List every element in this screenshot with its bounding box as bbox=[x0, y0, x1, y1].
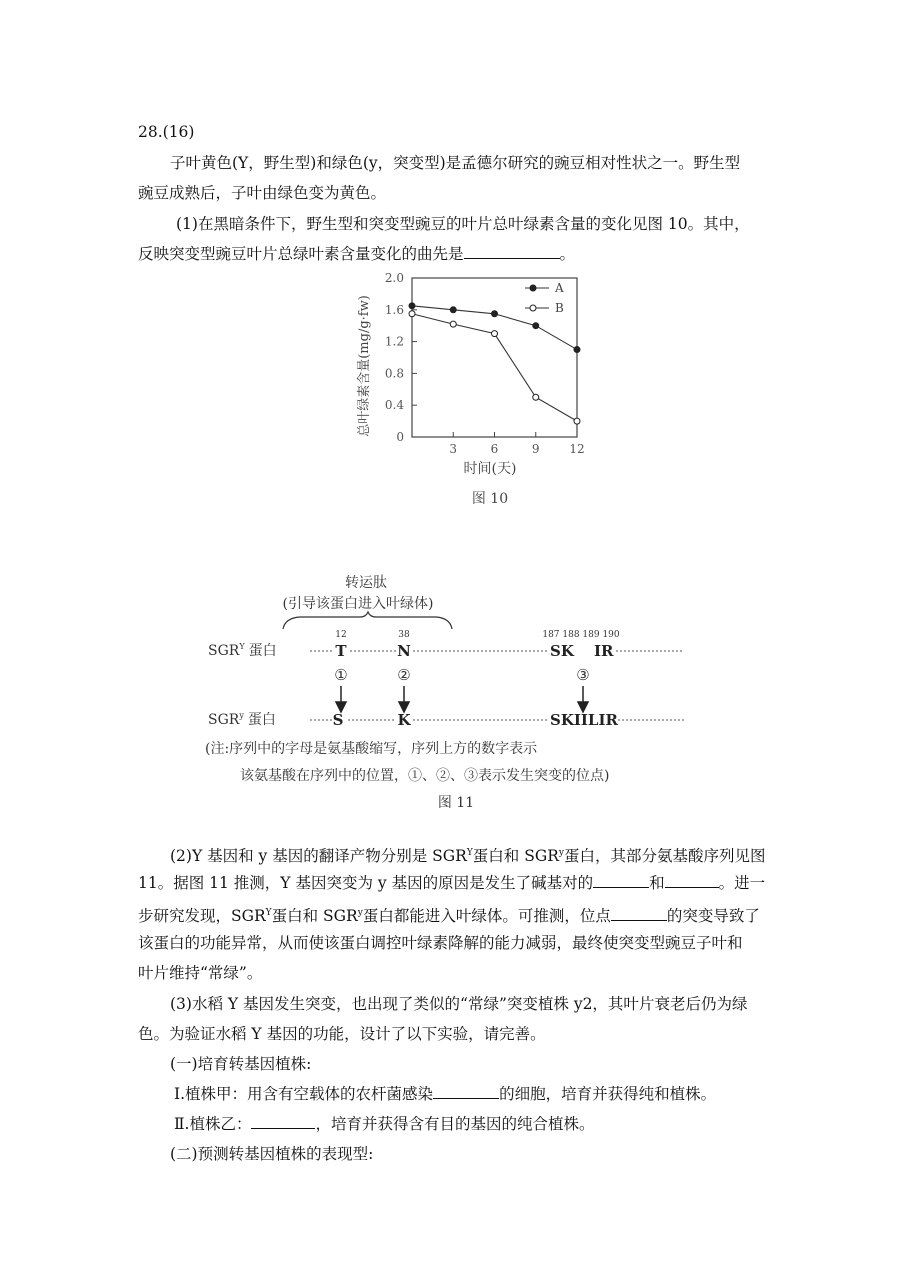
intro-line-2: 豌豆成熟后，子叶由绿色变为黄色。 bbox=[138, 184, 387, 202]
part1-text: 反映突变型豌豆叶片总绿叶素含量变化的曲先是 bbox=[138, 245, 464, 263]
answer-blank-mutation-2[interactable] bbox=[665, 873, 719, 888]
answer-blank-mutation-1[interactable] bbox=[593, 873, 649, 888]
answer-blank-cells[interactable] bbox=[433, 1084, 499, 1099]
transit-peptide-title: 转运肽 bbox=[345, 575, 387, 591]
y-tick-label: 1.6 bbox=[384, 302, 404, 317]
sgr-y-wild-label: $SGR^Y$ 蛋白 bbox=[208, 642, 277, 659]
residue-N: N bbox=[397, 642, 411, 660]
part2-l3-a: 步研究发现，SGR bbox=[138, 907, 266, 926]
part2-line-1 bbox=[170, 842, 766, 867]
part3-line-2: 色。为验证水稻 Y 基因的功能，设计了以下实验，请完善。 bbox=[138, 1025, 546, 1043]
part3-line-5 bbox=[174, 1113, 594, 1135]
figure-10-caption: 图 10 bbox=[471, 491, 509, 507]
figure-10-ylabel: 总叶绿素含量(mg/g·fw) bbox=[357, 295, 372, 437]
y-tick-label: 0 bbox=[396, 430, 404, 444]
part3-l4-a: Ⅰ.植株甲：用含有空载体的农杆菌感染 bbox=[174, 1085, 434, 1103]
question-number: 28.(16) bbox=[138, 123, 195, 141]
residue-K: K bbox=[397, 711, 411, 729]
legend-label-A: A bbox=[555, 281, 564, 295]
position-38: 38 bbox=[398, 630, 410, 640]
part3-line-1: (3)水稻 Y 基因发生突变，也出现了类似的“常绿”突变植株 y2，其叶片衰老后仍为绿 bbox=[170, 995, 748, 1013]
part2-l2-c: 。进一 bbox=[718, 874, 766, 892]
part2-l1-a: (2)Y 基因和 y 基因的翻译产物分别是 SGR bbox=[170, 847, 467, 866]
x-tick-label: 12 bbox=[569, 442, 585, 456]
part3-l4-b: 的细胞，培育并获得纯和植株。 bbox=[499, 1085, 717, 1103]
part3-line-6: (二)预测转基因植株的表现型: bbox=[170, 1145, 374, 1163]
x-tick-label: 6 bbox=[490, 442, 499, 456]
residue-T: T bbox=[335, 642, 347, 660]
part1-end: 。 bbox=[559, 245, 576, 263]
part2-l1-sup1: Y bbox=[466, 848, 473, 858]
part2-line-4: 该蛋白的功能异常，从而使该蛋白调控叶绿素降解的能力减弱，最终使突变型豌豆子叶和 bbox=[138, 934, 743, 952]
answer-blank-site[interactable] bbox=[611, 906, 667, 921]
mutation-site-3: ③ bbox=[576, 666, 590, 684]
part2-l3-sup2: y bbox=[357, 908, 363, 918]
transit-peptide-subtitle: (引导该蛋白进入叶绿体) bbox=[282, 596, 434, 612]
figure-10-xlabel: 时间(天) bbox=[463, 461, 517, 477]
legend-label-B: B bbox=[555, 301, 564, 315]
part2-l1-b: 蛋白和 SGR bbox=[472, 847, 559, 866]
intro-line-1: 子叶黄色(Y，野生型)和绿色(y，突变型)是孟德尔研究的豌豆相对性状之一。野生型 bbox=[170, 154, 741, 172]
part2-l2-b: 和 bbox=[649, 874, 665, 892]
position-12: 12 bbox=[335, 630, 347, 640]
residue-S: S bbox=[332, 711, 344, 729]
part2-line-3 bbox=[138, 902, 760, 927]
part2-l3-c: 蛋白都能进入叶绿体。可推测，位点 bbox=[362, 907, 611, 926]
mutation-arrows bbox=[336, 686, 588, 712]
y-tick-label: 0.8 bbox=[384, 366, 404, 381]
figure-11-note-line-1: (注:序列中的字母是氨基酸缩写，序列上方的数字表示 bbox=[205, 741, 538, 757]
y-tick-label: 2.0 bbox=[384, 271, 404, 285]
x-tick-label: 9 bbox=[531, 442, 540, 456]
part1-line-1: (1)在黑暗条件下，野生型和突变型豌豆的叶片总叶绿素含量的变化见图 10。其中， bbox=[176, 215, 750, 233]
y-tick-label: 1.2 bbox=[384, 334, 404, 349]
transit-peptide-brace bbox=[283, 612, 452, 629]
position-187-190: 187 188 189 190 bbox=[542, 630, 620, 640]
part2-line-2 bbox=[138, 872, 765, 894]
part2-l2-a: 11。据图 11 推测，Y 基因突变为 y 基因的原因是发生了碱基对的 bbox=[138, 874, 594, 892]
sgr-y-mutant-label: SGR$^y$ 蛋白 bbox=[208, 711, 276, 728]
residue-SKIILIR: SKIILIR bbox=[550, 711, 618, 729]
part3-l5-a: Ⅱ.植株乙： bbox=[174, 1115, 252, 1133]
figure-11-note-line-2: 该氨基酸在序列中的位置，①、②、③表示发生突变的位点) bbox=[240, 768, 610, 784]
part3-l5-b: ，培育并获得含有目的基因的纯合植株。 bbox=[315, 1115, 595, 1133]
x-tick-label: 3 bbox=[449, 442, 458, 456]
mutation-site-1: ① bbox=[334, 666, 348, 684]
part2-l3-b: 蛋白和 SGR bbox=[271, 907, 358, 926]
part2-l1-sup2: y bbox=[558, 848, 564, 858]
residue-IR-wild: IR bbox=[594, 642, 614, 660]
part3-line-4 bbox=[174, 1083, 716, 1105]
answer-blank-plant-b[interactable] bbox=[251, 1114, 315, 1129]
part2-line-5: 叶片维持“常绿”。 bbox=[138, 964, 263, 982]
residue-SK-wild: SK bbox=[550, 642, 574, 660]
part2-l1-c: 蛋白，其部分氨基酸序列见图 bbox=[563, 847, 766, 866]
part3-line-3: (一)培育转基因植株: bbox=[170, 1055, 312, 1073]
y-tick-label: 0.4 bbox=[384, 398, 404, 413]
figure-11-caption: 图 11 bbox=[437, 795, 475, 811]
part2-l3-d: 的突变导致了 bbox=[666, 907, 760, 926]
mutation-site-2: ② bbox=[397, 666, 411, 684]
part2-l3-sup1: Y bbox=[265, 908, 272, 918]
